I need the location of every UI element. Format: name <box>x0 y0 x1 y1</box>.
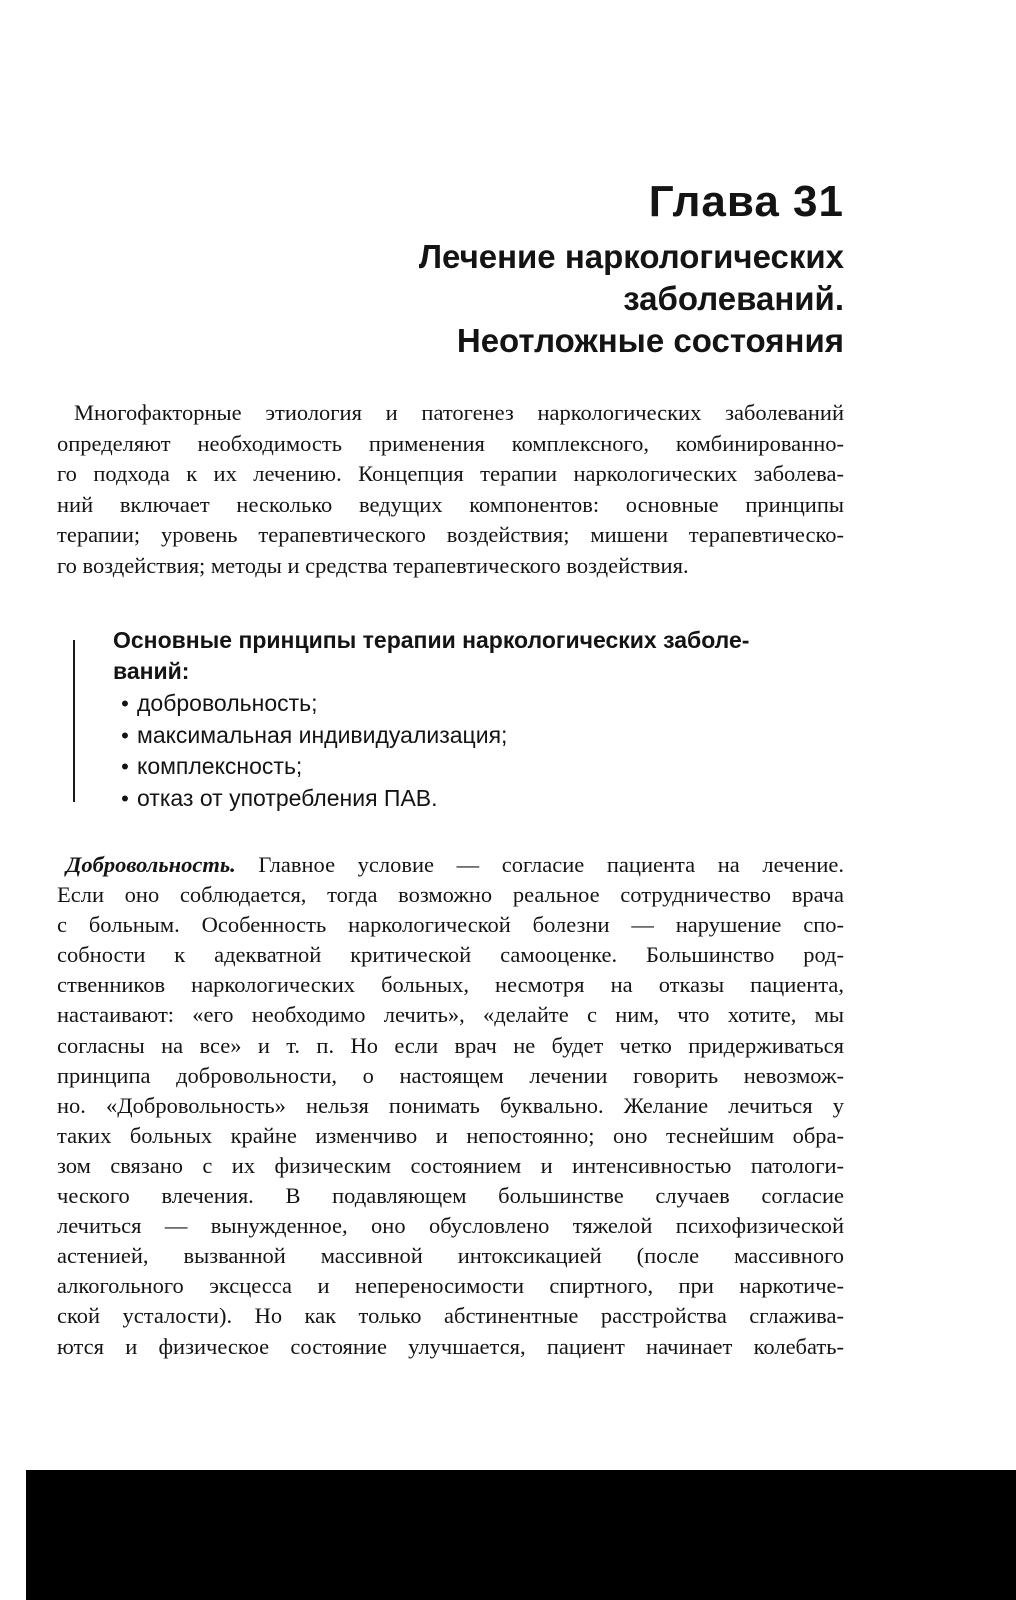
body-line: алкогольного эксцесса и непереносимости спиртного, при наркотиче- <box>57 1273 844 1299</box>
intro-line: го воздействия; методы и средства терапевтического воздействия. <box>57 552 689 578</box>
chapter-title-line: Лечение наркологических <box>418 238 844 275</box>
principles-list <box>113 688 507 814</box>
body-line: но. «Добровольность» нельзя понимать буквально. Желание лечиться у <box>57 1092 844 1118</box>
body-line: согласны на все» и т. п. Но если врач не будет четко придерживаться <box>57 1032 844 1058</box>
list-item <box>113 688 507 720</box>
intro-line: терапии; уровень терапевтического воздействия; мишени терапевтическо- <box>57 522 844 547</box>
scan-edge-bar <box>26 1470 1016 1600</box>
principles-heading-line: Основные принципы терапии наркологических заболе- <box>113 627 750 653</box>
bullet-icon: • <box>121 691 129 716</box>
body-line: с больным. Особенность наркологической болезни — нарушение спо- <box>57 912 844 938</box>
intro-paragraph <box>57 398 844 581</box>
sidebar-rule <box>73 640 75 802</box>
body-first-line <box>57 850 844 880</box>
body-line-rest: Главное условие — согласие пациента на лечение. <box>235 852 844 877</box>
body-paragraph <box>57 850 844 1362</box>
body-line: принципа добровольности, о настоящем лечении говорить невозмож- <box>57 1062 844 1088</box>
intro-line: определяют необходимость применения комплексного, комбинированно- <box>57 430 844 456</box>
body-line: собности к адекватной критической самооценке. Большинство род- <box>57 942 844 968</box>
lead-term: Добровольность. <box>66 852 236 877</box>
intro-line: Многофакторные этиология и патогенез наркологических заболеваний <box>74 400 844 425</box>
chapter-title <box>284 236 844 362</box>
body-line: ческого влечения. В подавляющем большинстве случаев согласие <box>57 1183 844 1209</box>
chapter-number: Глава 31 <box>648 177 844 226</box>
body-line: Если оно соблюдается, тогда возможно реальное сотрудничество врача <box>57 882 844 908</box>
list-item <box>113 783 507 815</box>
principles-heading-line: ваний: <box>113 658 190 684</box>
list-item-text: добровольность; <box>137 690 318 716</box>
bullet-icon: • <box>121 785 129 811</box>
body-line: зом связано с их физическим состоянием и интенсивностью патологи- <box>57 1152 844 1178</box>
body-line: настаивают: «его необходимо лечить», «делайте с ним, что хотите, мы <box>57 1002 844 1028</box>
body-line: ственников наркологических больных, несмотря на отказы пациента, <box>57 972 844 998</box>
body-line: таких больных крайне изменчиво и непостоянно; оно теснейшим обра- <box>57 1122 844 1148</box>
principles-heading <box>113 625 848 687</box>
intro-line: го подхода к их лечению. Концепция терапии наркологических заболева- <box>57 461 844 486</box>
intro-line: ний включает несколько ведущих компонентов: основные принципы <box>57 491 844 517</box>
body-line: ской усталости). Но как только абстинентные расстройства сглажива- <box>57 1303 844 1329</box>
body-line: астенией, вызванной массивной интоксикацией (после массивного <box>57 1243 844 1269</box>
list-item <box>113 751 507 783</box>
chapter-title-line: заболеваний. <box>623 280 844 317</box>
body-line: ются и физическое состояние улучшается, пациент начинает колебать- <box>57 1333 844 1359</box>
bullet-icon: • <box>121 722 129 748</box>
bullet-icon: • <box>121 754 129 779</box>
list-item-text: отказ от употребления ПАВ. <box>137 784 438 811</box>
list-item <box>113 720 507 752</box>
chapter-title-line: Неотложные состояния <box>456 322 844 359</box>
list-item-text: комплексность; <box>137 753 303 779</box>
body-line: лечиться — вынужденное, оно обусловлено тяжелой психофизической <box>57 1213 844 1239</box>
list-item-text: максимальная индивидуализация; <box>137 721 508 748</box>
